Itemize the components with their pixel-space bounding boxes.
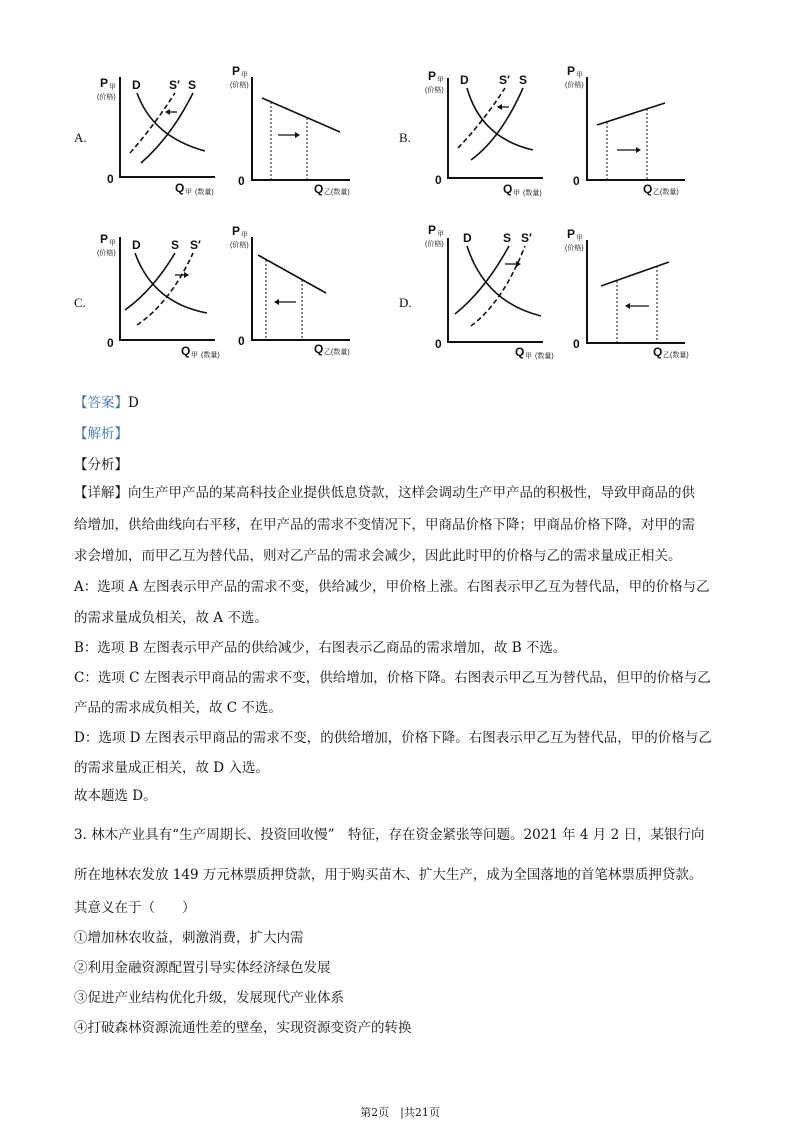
shift-arrow bbox=[295, 132, 300, 138]
curve-s1-label: S′ bbox=[499, 73, 510, 87]
axis-p-unit: (价格) bbox=[565, 82, 584, 89]
detail-line-1 bbox=[74, 483, 695, 503]
origin-label: 0 bbox=[573, 174, 580, 188]
question-3-line-2: 所在地林农发放 149 万元林票质押贷款，用于购买苗木、扩大生产，成为全国落地的首笔林票质押贷款。 bbox=[74, 867, 703, 883]
option-b-label: B. bbox=[399, 130, 411, 145]
fenxi-tag: 【分析】 bbox=[74, 457, 128, 473]
option-analysis-line: 产品的需求成负相关，故 C 不选。 bbox=[74, 700, 282, 716]
option-a-left-graph bbox=[95, 65, 230, 200]
axis-p-label: P bbox=[567, 227, 576, 241]
option-b-right-graph bbox=[565, 65, 700, 200]
option-a-label: A. bbox=[74, 130, 87, 145]
choice-1: ①增加林农收益，刺激消费，扩大内需 bbox=[74, 930, 304, 946]
axis-p-sub: 甲 bbox=[109, 84, 116, 91]
relation-line bbox=[597, 103, 665, 125]
axis-q-sub: 乙(数量) bbox=[324, 189, 350, 196]
axis-q-sub: 乙(数量) bbox=[324, 349, 350, 356]
option-c-label: C. bbox=[74, 295, 86, 310]
axis-p-sub: 甲 bbox=[241, 72, 248, 79]
option-analysis-line: 的需求量成负相关，故 A 不选。 bbox=[74, 610, 268, 626]
origin-label: 0 bbox=[573, 337, 580, 351]
axis-q-label: Q bbox=[314, 182, 324, 196]
curve-s-label: S bbox=[519, 73, 528, 87]
curve-s1-label: S′ bbox=[169, 78, 180, 92]
curve-s1-label: S′ bbox=[190, 238, 201, 252]
origin-label: 0 bbox=[107, 336, 114, 350]
supply-curve-s-prime bbox=[137, 253, 193, 325]
axis-p-unit: (价格) bbox=[425, 241, 444, 248]
option-analysis-line: B：选项 B 左图表示甲产品的供给减少，右图表示乙商品的需求增加，故 B 不选。 bbox=[74, 640, 567, 656]
curve-d-label: D bbox=[460, 73, 469, 87]
axis-q-sub: 甲 bbox=[185, 189, 192, 196]
shift-arrow bbox=[274, 299, 279, 305]
axis-q-label: Q bbox=[314, 342, 324, 356]
axis-q-label: Q bbox=[181, 344, 191, 358]
axis-p-sub: 甲 bbox=[437, 231, 444, 238]
supply-curve-s bbox=[141, 93, 193, 163]
curve-d-label: D bbox=[132, 238, 141, 252]
curve-s-label: S bbox=[503, 231, 512, 245]
option-d-left-graph bbox=[423, 218, 558, 363]
demand-curve bbox=[137, 93, 205, 151]
axis-q-unit: (数量) bbox=[523, 190, 542, 197]
axis-p-sub: 甲 bbox=[576, 72, 583, 79]
demand-curve bbox=[467, 88, 533, 150]
curve-s-label: S bbox=[171, 238, 180, 252]
detail-line-3: 求会增加，而甲乙互为替代品，则对乙产品的需求会减少，因此此时甲的价格与乙的需求量成正相关。 bbox=[74, 548, 682, 564]
axis-p-sub: 甲 bbox=[437, 77, 444, 84]
axis-p-unit: (价格) bbox=[230, 242, 249, 249]
axis-p-unit: (价格) bbox=[97, 250, 116, 257]
axis-p-label: P bbox=[567, 64, 576, 78]
option-analysis-line: A：选项 A 左图表示甲产品的需求不变，供给减少，甲价格上涨。右图表示甲乙互为替代品，甲的价格与乙 bbox=[74, 579, 710, 595]
answer-value: D bbox=[128, 395, 139, 411]
detail-line-2: 给增加，供给曲线向右平移，在甲产品的需求不变情况下，甲商品价格下降；甲商品价格下降，对甲的需 bbox=[74, 517, 695, 533]
curve-d-label: D bbox=[132, 78, 141, 92]
option-c-right-graph bbox=[230, 225, 365, 360]
axis-p-unit: (价格) bbox=[97, 94, 116, 101]
axis-q-unit: (数量) bbox=[195, 189, 214, 196]
axis-p-label: P bbox=[232, 64, 241, 78]
demand-curve bbox=[467, 246, 541, 316]
choice-4: ④打破森林资源流通性差的壁垒，实现资源变资产的转换 bbox=[74, 1020, 412, 1036]
axis-q-label: Q bbox=[515, 345, 525, 359]
axis-q-sub: 甲 bbox=[513, 190, 520, 197]
relation-line bbox=[601, 262, 669, 286]
axis-q-label: Q bbox=[175, 181, 185, 195]
axis-p-sub: 甲 bbox=[241, 232, 248, 239]
axis-p-label: P bbox=[232, 224, 241, 238]
axis-q-label: Q bbox=[503, 182, 513, 196]
axis-p-sub: 甲 bbox=[576, 235, 583, 242]
shift-arrow bbox=[165, 109, 170, 115]
axis-q-unit: (数量) bbox=[535, 353, 554, 360]
axis-p-unit: (价格) bbox=[565, 245, 584, 252]
detail-text: 向生产甲产品的某高科技企业提供低息贷款，这样会调动生产甲产品的积极性，导致甲商品的供 bbox=[128, 485, 695, 501]
axis-p-sub: 甲 bbox=[109, 240, 116, 247]
origin-label: 0 bbox=[435, 337, 442, 351]
option-b-left-graph bbox=[423, 60, 558, 200]
origin-label: 0 bbox=[238, 334, 245, 348]
option-d-label: D. bbox=[399, 295, 412, 310]
supply-curve-s-prime bbox=[130, 93, 175, 153]
supply-curve-s bbox=[471, 88, 523, 160]
curve-s-label: S bbox=[188, 78, 197, 92]
axis-p-label: P bbox=[100, 76, 109, 90]
relation-line bbox=[258, 255, 326, 293]
analysis-tag: 【解析】 bbox=[74, 426, 128, 442]
axis-q-sub: 乙(数量) bbox=[653, 189, 679, 196]
axis-p-label: P bbox=[428, 69, 437, 83]
axis-p-label: P bbox=[100, 232, 109, 246]
shift-arrow bbox=[184, 272, 189, 278]
shift-arrow bbox=[497, 104, 502, 110]
axis-q-sub: 甲 bbox=[525, 353, 532, 360]
axis-p-label: P bbox=[428, 223, 437, 237]
question-3-line-1: 3. 林木产业具有“生产周期长、投资回收慢” 特征，存在资金紧张等问题。2021 年 4 月 2 日，某银行向 bbox=[74, 827, 705, 843]
axis-q-label: Q bbox=[643, 182, 653, 196]
axis-q-sub: 乙(数量) bbox=[663, 352, 689, 359]
shift-arrow bbox=[636, 147, 641, 153]
answer-tag: 【答案】 bbox=[74, 395, 128, 411]
axis-p-unit: (价格) bbox=[230, 82, 249, 89]
option-c-left-graph bbox=[95, 225, 230, 365]
shift-arrow bbox=[625, 303, 630, 309]
answer-line bbox=[74, 393, 139, 413]
relation-line bbox=[262, 98, 340, 132]
origin-label: 0 bbox=[435, 173, 442, 187]
choice-2: ②利用金融资源配置引导实体经济绿色发展 bbox=[74, 960, 331, 976]
option-analysis-line: C：选项 C 左图表示甲商品的需求不变，供给增加，价格下降。右图表示甲乙互为替代品，但甲的价格与乙 bbox=[74, 670, 711, 686]
page-footer: 第2页 |共21页 bbox=[360, 1106, 440, 1119]
origin-label: 0 bbox=[238, 174, 245, 188]
supply-curve-s bbox=[455, 246, 509, 314]
option-analysis-line: 的需求量成正相关，故 D 入选。 bbox=[74, 760, 269, 776]
demand-curve bbox=[135, 253, 207, 313]
supply-curve-s-prime bbox=[471, 246, 525, 326]
question-3-line-3: 其意义在于（ ） bbox=[74, 900, 196, 916]
conclusion-line: 故本题选 D。 bbox=[74, 788, 157, 804]
origin-label: 0 bbox=[107, 172, 114, 186]
option-analysis-line: D：选项 D 左图表示甲商品的需求不变，的供给增加，价格下降。右图表示甲乙互为替代品，甲的价格与乙 bbox=[74, 730, 712, 746]
option-a-right-graph bbox=[230, 65, 365, 200]
axis-q-sub: 甲 bbox=[191, 352, 198, 359]
curve-d-label: D bbox=[463, 231, 472, 245]
option-d-right-graph bbox=[565, 228, 700, 363]
axis-q-unit: (数量) bbox=[201, 352, 220, 359]
choice-3: ③促进产业结构优化升级，发展现代产业体系 bbox=[74, 990, 344, 1006]
axis-p-unit: (价格) bbox=[425, 87, 444, 94]
axis-q-label: Q bbox=[653, 345, 663, 359]
curve-s1-label: S′ bbox=[521, 231, 532, 245]
detail-tag: 【详解】 bbox=[74, 485, 128, 501]
